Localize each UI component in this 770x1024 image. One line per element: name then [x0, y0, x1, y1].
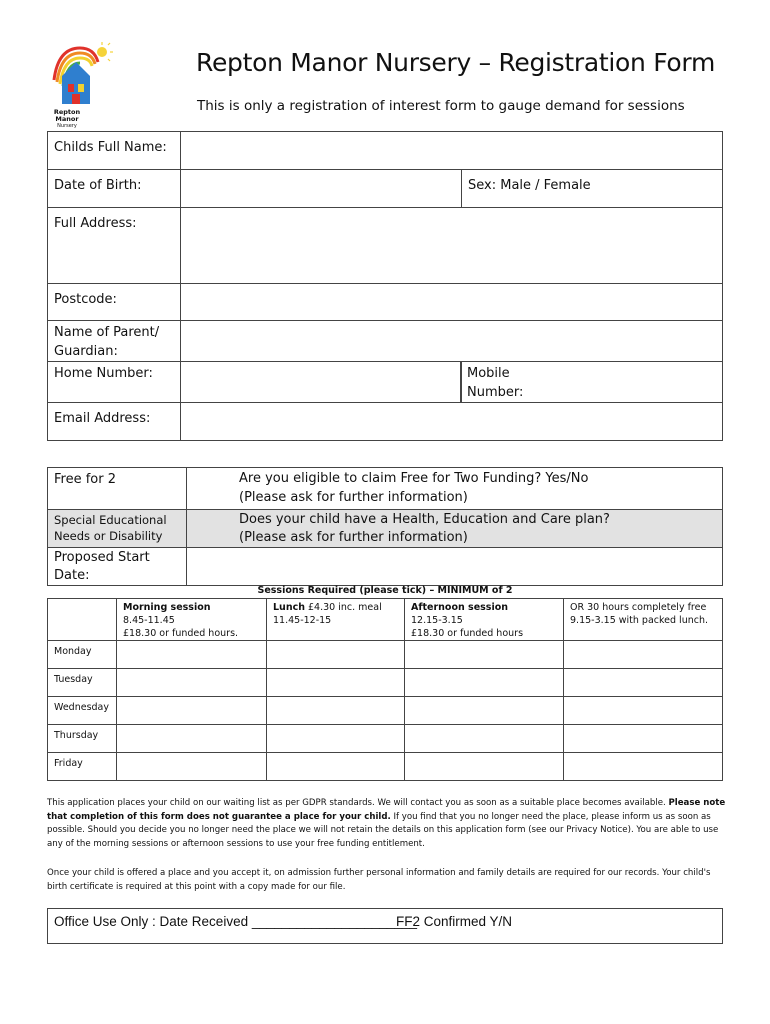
morning-title: Morning session — [123, 602, 211, 613]
house-rainbow-icon — [44, 40, 116, 108]
day-label: Thursday — [54, 730, 99, 741]
gdpr-notice-text: This application places your child on our waiting list as per GDPR standards. We will contact you as soon as a suitable place becomes available. — [47, 798, 666, 808]
morning-price: £18.30 or funded hours. — [123, 628, 239, 639]
session-checkbox[interactable] — [267, 725, 405, 753]
afternoon-title: Afternoon session — [411, 602, 508, 613]
email-field[interactable] — [181, 403, 723, 441]
parent-label-line2: Guardian: — [54, 344, 118, 359]
table-row — [48, 641, 723, 669]
session-checkbox[interactable] — [564, 641, 723, 669]
session-checkbox[interactable] — [564, 697, 723, 725]
full-day-line1: OR 30 hours completely free — [570, 602, 707, 613]
office-ff2-confirmed: FF2 Confirmed Y/N — [396, 914, 513, 929]
sen-label-line1: Special Educational — [54, 513, 167, 527]
office-use-box — [47, 908, 723, 944]
postcode-label: Postcode: — [54, 292, 117, 307]
session-checkbox[interactable] — [405, 753, 564, 781]
gdpr-notice-continued: If you find that you no longer need the place, please inform us as soon as possible. Should you decide you no longer need the place we will not retain the details on this application form (see our Privacy Notice). You are able to use any of the morning sessions or afternoon sessions to use your free funding entitlement. — [47, 811, 719, 849]
free2-question: Are you eligible to claim Free for Two Funding? Yes/No — [239, 471, 589, 486]
session-checkbox[interactable] — [267, 753, 405, 781]
day-label: Tuesday — [54, 674, 93, 685]
gdpr-notice — [47, 797, 727, 851]
sen-question-cell[interactable] — [187, 510, 723, 548]
session-checkbox[interactable] — [405, 725, 564, 753]
full-day-line2: 9.15-3.15 with packed lunch. — [570, 615, 709, 626]
session-checkbox[interactable] — [117, 753, 267, 781]
dob-label: Date of Birth: — [54, 178, 142, 193]
address-field[interactable] — [181, 208, 723, 284]
page-title: Repton Manor Nursery – Registration Form — [196, 48, 716, 77]
nursery-logo — [44, 40, 116, 128]
parent-label-line1: Name of Parent/ — [54, 325, 160, 340]
afternoon-session-header — [405, 599, 564, 641]
day-label: Wednesday — [54, 702, 110, 713]
start-date-label-line2: Date: — [54, 568, 90, 583]
address-label: Full Address: — [54, 216, 137, 231]
session-checkbox[interactable] — [405, 641, 564, 669]
start-date-label-line1: Proposed Start — [54, 550, 150, 565]
child-name-label-cell — [48, 132, 181, 170]
start-date-field[interactable] — [187, 548, 723, 586]
email-label: Email Address: — [54, 411, 151, 426]
morning-time: 8.45-11.45 — [123, 615, 175, 626]
day-label: Friday — [54, 758, 83, 769]
sen-note: (Please ask for further information) — [239, 530, 468, 545]
child-name-label: Childs Full Name: — [54, 140, 167, 155]
morning-session-header — [117, 599, 267, 641]
eligibility-table — [47, 467, 723, 586]
home-number-label: Home Number: — [54, 366, 153, 381]
no-guarantee-notice: Please note that completion of this form does not guarantee a place for your child. — [47, 798, 726, 822]
logo-caption-line1: Repton Manor — [53, 108, 81, 123]
sessions-header: Sessions Required (please tick) – MINIMUM of 2 — [257, 585, 513, 596]
session-checkbox[interactable] — [117, 669, 267, 697]
full-day-header — [564, 599, 723, 641]
dob-field[interactable] — [181, 170, 462, 208]
lunch-session-header — [267, 599, 405, 641]
table-row — [48, 669, 723, 697]
sex-label: Sex: Male / Female — [468, 178, 591, 193]
session-checkbox[interactable] — [117, 697, 267, 725]
table-row — [48, 697, 723, 725]
session-checkbox[interactable] — [267, 641, 405, 669]
lunch-title: Lunch — [273, 602, 305, 613]
session-checkbox[interactable] — [564, 753, 723, 781]
table-row — [48, 725, 723, 753]
table-row — [48, 753, 723, 781]
session-checkbox[interactable] — [405, 669, 564, 697]
session-checkbox[interactable] — [267, 697, 405, 725]
lunch-time: 11.45-12-15 — [273, 615, 332, 626]
sen-question: Does your child have a Health, Education and Care plan? — [239, 512, 610, 527]
admission-notice: Once your child is offered a place and you accept it, on admission further personal information and family details are required for our records. Your child's birth certificate is required at this point with a copy made for our file. — [47, 868, 711, 892]
free2-note: (Please ask for further information) — [239, 490, 468, 505]
free2-question-cell[interactable] — [187, 468, 723, 510]
sex-field[interactable] — [462, 170, 723, 208]
home-number-field[interactable] — [181, 362, 461, 403]
day-label: Monday — [54, 646, 92, 657]
logo-caption-line2: Nursery — [57, 123, 77, 129]
parent-name-field[interactable] — [181, 321, 723, 362]
child-name-field[interactable] — [181, 132, 723, 170]
page-subtitle: This is only a registration of interest form to gauge demand for sessions — [197, 98, 685, 114]
session-checkbox[interactable] — [117, 641, 267, 669]
child-details-table: Childs Full Name: Date of Birth: Sex: Male / Female Full Address: Postcode: Name of Parent/ Guardian: Home Number: Mobile Number: Email Address: — [47, 131, 723, 441]
free2-label: Free for 2 — [54, 472, 116, 487]
postcode-field[interactable] — [181, 284, 723, 321]
session-checkbox[interactable] — [564, 725, 723, 753]
session-checkbox[interactable] — [405, 697, 564, 725]
office-date-received: Office Use Only : Date Received ______________________ — [54, 914, 418, 929]
session-checkbox[interactable] — [564, 669, 723, 697]
lunch-price: £4.30 inc. meal — [304, 602, 382, 613]
session-checkbox[interactable] — [117, 725, 267, 753]
sen-label-line2: Needs or Disability — [54, 529, 163, 543]
sessions-table — [47, 598, 723, 781]
session-checkbox[interactable] — [267, 669, 405, 697]
afternoon-price: £18.30 or funded hours — [411, 628, 524, 639]
afternoon-time: 12.15-3.15 — [411, 615, 463, 626]
